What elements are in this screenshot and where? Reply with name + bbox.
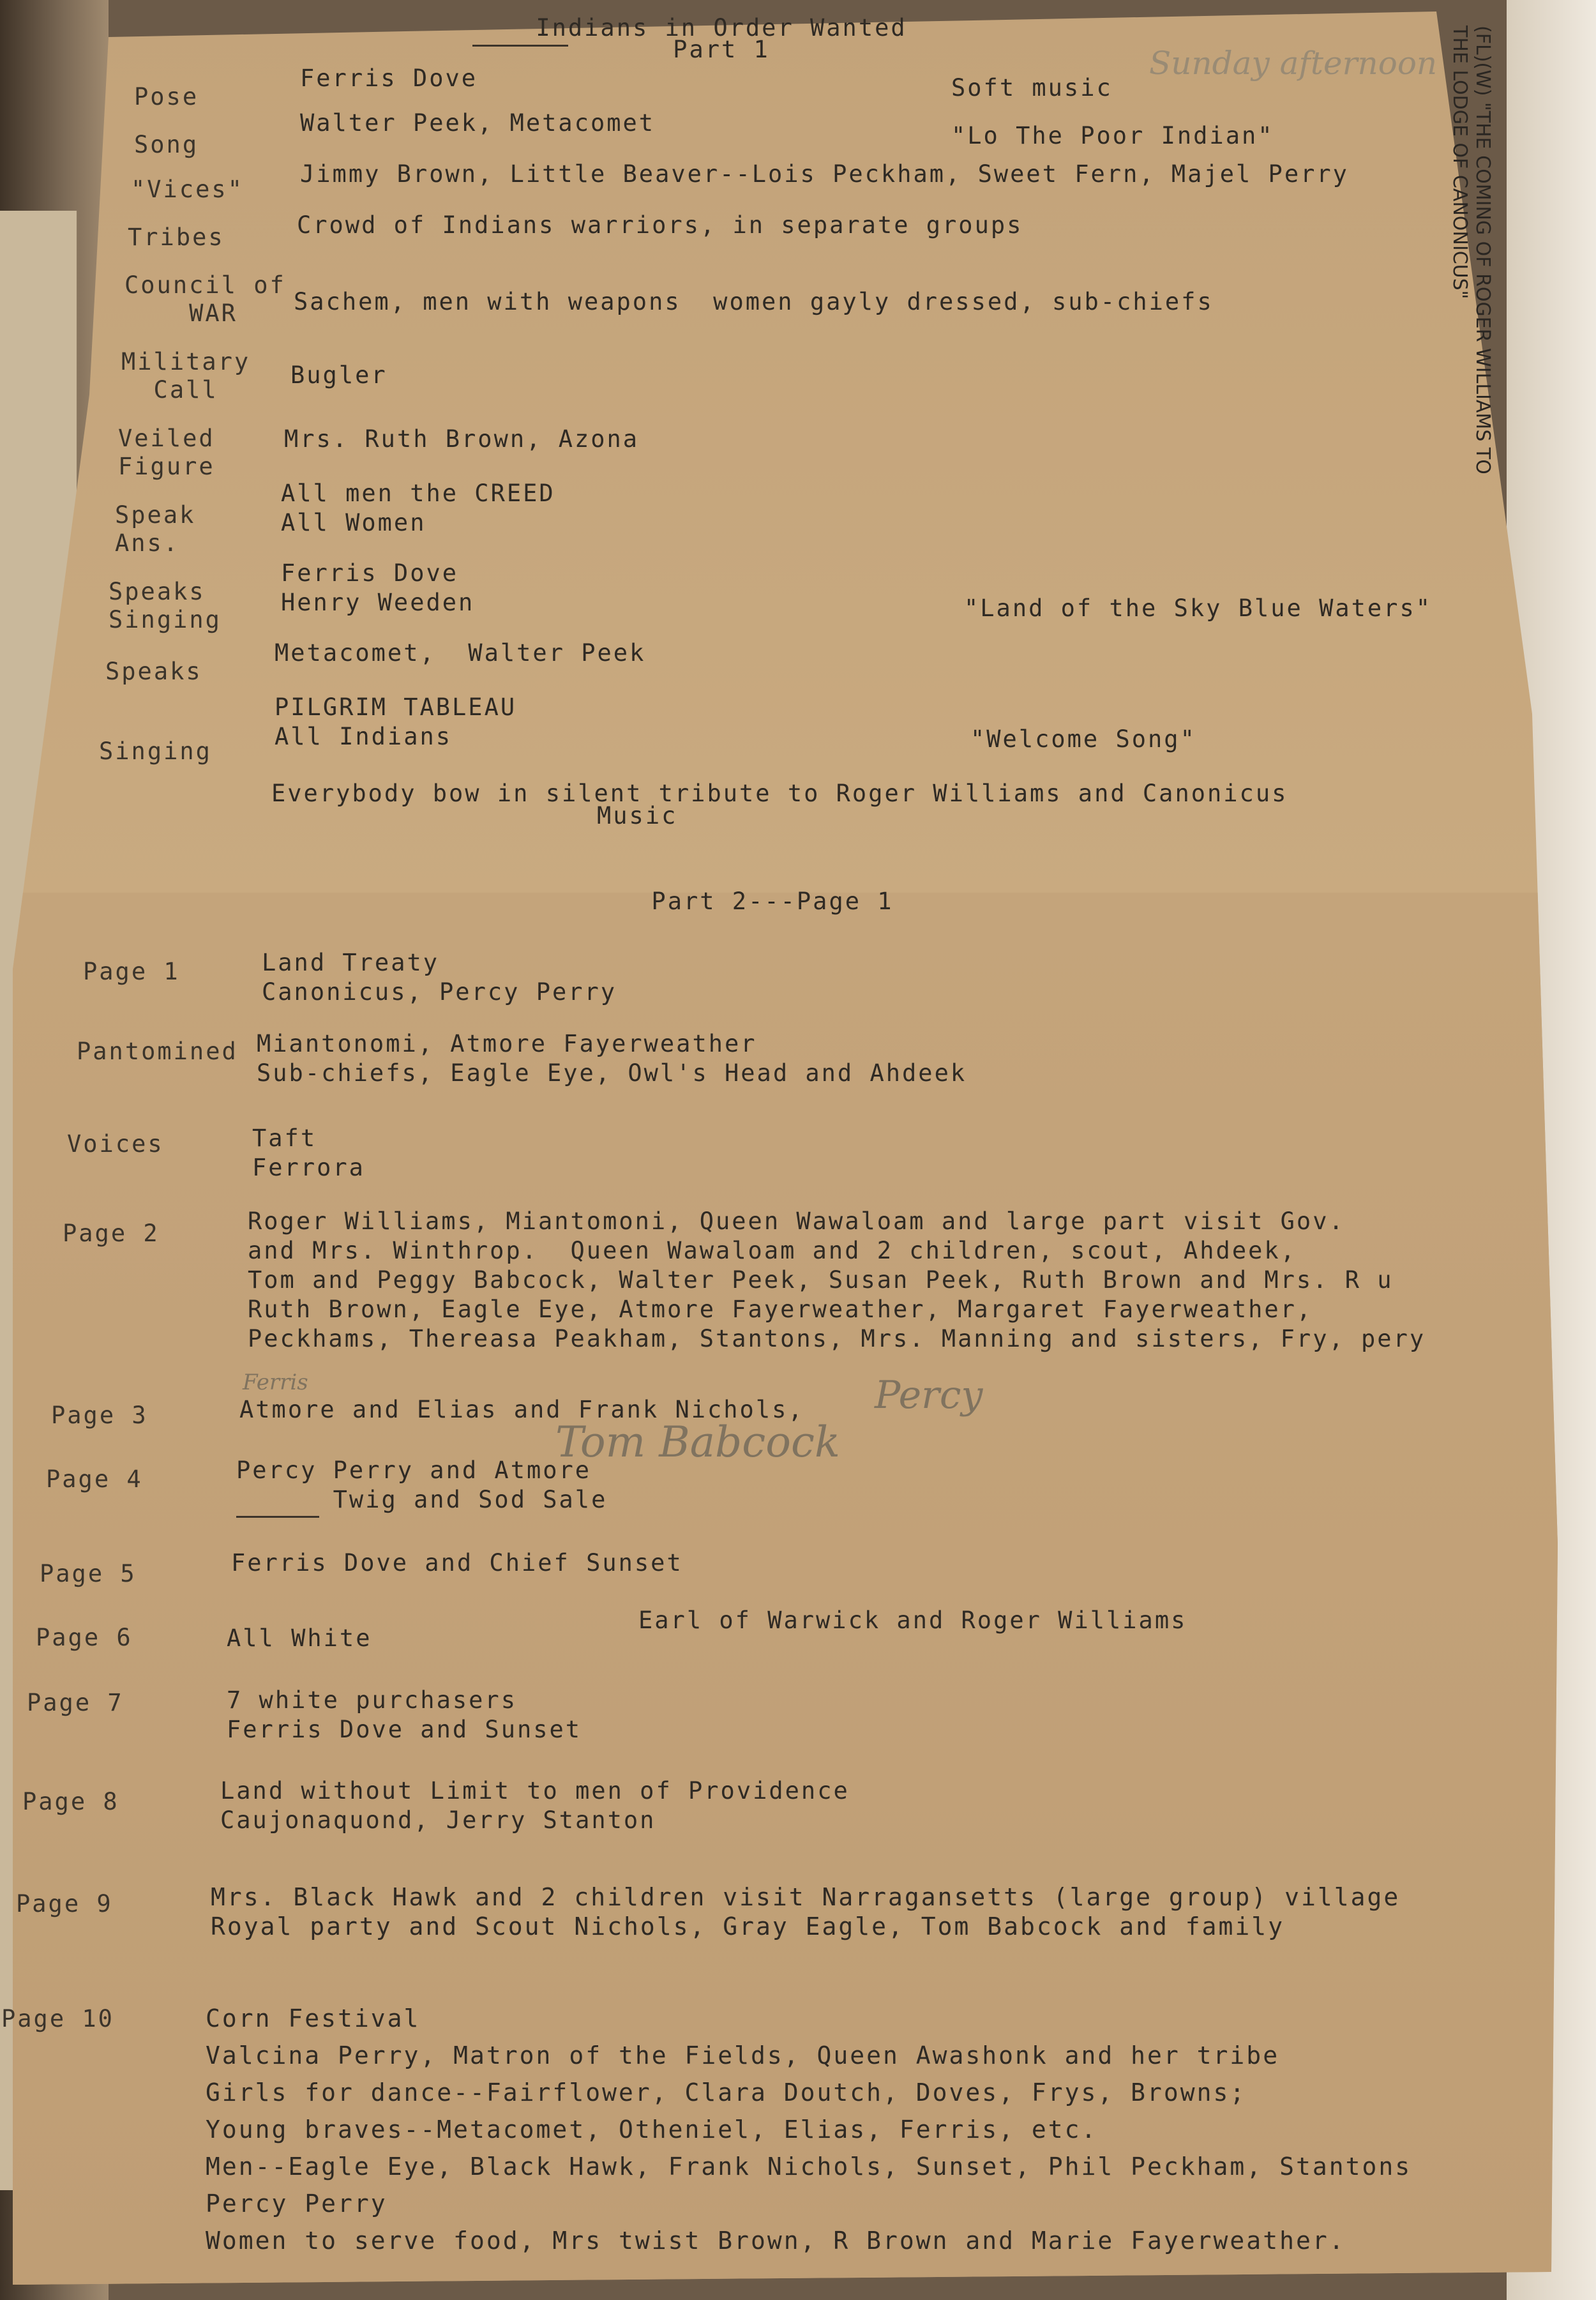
part2-text-page3: Atmore and Elias and Frank Nichols, [239, 1396, 804, 1423]
page4-rule [236, 1516, 319, 1518]
part2-text-page9: Mrs. Black Hawk and 2 children visit Narragansetts (large group) village Royal party and Scout Nichols, Gray Eagle, Tom Babcock and family [211, 1883, 1401, 1941]
part1-label-vices: "Vices" [131, 176, 244, 203]
part1-right-pose: Soft music [951, 74, 1113, 102]
part1-text-council: Sachem, men with weapons women gayly dressed, sub-chiefs [294, 288, 1214, 315]
part1-label-speaks: Speaks [105, 658, 202, 685]
part1-text-pose: Ferris Dove [300, 64, 478, 92]
part2-label-page7: Page 7 [27, 1689, 124, 1716]
handwriting-ferris: Ferris [243, 1370, 308, 1395]
part1-right-singing: "Welcome Song" [970, 725, 1196, 753]
part2-label-page4: Page 4 [46, 1465, 143, 1493]
part2-text-page4: Percy Perry and Atmore Twig and Sod Sale [236, 1456, 608, 1513]
part1-text-tribes: Crowd of Indians warriors, in separate groups [297, 211, 1023, 239]
part2-text-page7: 7 white purchasers Ferris Dove and Sunset [227, 1686, 582, 1743]
part1-label-military: Military Call [121, 348, 251, 404]
closing-line: Everybody bow in silent tribute to Roger Williams and Canonicus [271, 780, 1288, 807]
part2-text-page5: Ferris Dove and Chief Sunset [231, 1549, 683, 1577]
part2-label-page8: Page 8 [22, 1788, 119, 1815]
part2-text-page6: All White [227, 1624, 372, 1652]
part1-label-veiled: Veiled Figure [118, 425, 215, 480]
part2-text-page10: Corn Festival Valcina Perry, Matron of the Fields, Queen Awashonk and her tribe Girls for dance--Fairflower, Clara Doutch, Doves, Frys, Browns; Young braves--Metacomet, Otheniel, Elias, Ferris, etc. Men--Eagle Eye, Black Hawk, Frank Nichols, Sunset, Phil Peckham, Stantons Percy Perry Women to serve food, Mrs twist Brown, R Brown and Marie Fayerweather. [206, 2004, 1412, 2255]
part2-label-page3: Page 3 [51, 1402, 148, 1429]
part2-label-voices: Voices [67, 1130, 164, 1158]
handwriting-tom-babcock: Tom Babcock [555, 1418, 840, 1467]
part2-label-pantomined: Pantomined [77, 1038, 238, 1065]
sideways-note: (FL)(W) "THE COMING OF ROGER WILLIAMS TO THE LODGE OF CANONICUS" [1449, 26, 1494, 474]
part1-text-vices: Jimmy Brown, Little Beaver--Lois Peckham, Sweet Fern, Majel Perry [300, 160, 1349, 188]
handwriting-percy: Percy [875, 1373, 983, 1418]
part-heading: Part 1 [673, 36, 770, 63]
part2-label-page6: Page 6 [36, 1624, 133, 1651]
part2-label-page9: Page 9 [16, 1890, 113, 1918]
part2-text-voices: Taft Ferrora [252, 1124, 365, 1181]
part1-label-tribes: Tribes [128, 223, 225, 251]
part2-label-page10: Page 10 [1, 2005, 114, 2032]
part2-label-page1: Page 1 [83, 958, 180, 985]
part1-text-veiled: Mrs. Ruth Brown, Azona [284, 425, 640, 453]
part1-label-song: Song [134, 131, 199, 158]
part1-text-military: Bugler [290, 361, 388, 389]
part2-text-page1: Land Treaty Canonicus, Percy Perry [262, 949, 617, 1006]
part1-right-song: "Lo The Poor Indian" [951, 122, 1274, 149]
part2-label-page5: Page 5 [40, 1560, 137, 1587]
closing-music: Music [597, 802, 678, 829]
part2-right-page6: Earl of Warwick and Roger Williams [638, 1607, 1187, 1634]
part1-text-song: Walter Peek, Metacomet [300, 109, 656, 137]
part1-label-pose: Pose [134, 83, 199, 110]
part1-text-speaks: Metacomet, Walter Peek [275, 639, 646, 667]
part2-text-page2: Roger Williams, Miantomoni, Queen Wawaloam and large part visit Gov. and Mrs. Winthrop. Queen Wawaloam and 2 children, scout, Ahdeek, Tom and Peggy Babcock, Walter Peek, Susan Peek, Ruth Brown and Mrs. R u Ruth Brown, Eagle Eye, Atmore Fayerweather, Margaret Fayerweather, Peckhams, Thereasa Peakham, Stantons, Mrs. Manning and sisters, Fry, pery [248, 1207, 1426, 1352]
part2-text-pantomined: Miantonomi, Atmore Fayerweather Sub-chiefs, Eagle Eye, Owl's Head and Ahdeek [257, 1030, 967, 1087]
part1-label-speak: Speak Ans. [115, 501, 196, 557]
part1-label-council: Council of WAR [124, 271, 286, 327]
part1-text-singing: PILGRIM TABLEAU All Indians [275, 693, 517, 750]
part1-text-speak: All men the CREED All Women [281, 480, 555, 536]
part1-label-speaks-singing: Speaks Singing [109, 578, 222, 633]
handwriting-top-right: Sunday afternoon [1149, 45, 1438, 82]
title-rule [472, 45, 568, 47]
part1-right-speaks-singing: "Land of the Sky Blue Waters" [964, 594, 1433, 622]
part1-text-speaks-singing: Ferris Dove Henry Weeden [281, 559, 475, 616]
document-title: Indians in Order Wanted [536, 14, 907, 42]
part2-label-page2: Page 2 [63, 1220, 160, 1247]
part2-text-page8: Land without Limit to men of Providence Caujonaquond, Jerry Stanton [220, 1777, 850, 1834]
part2-heading: Part 2---Page 1 [651, 888, 894, 915]
part1-label-singing: Singing [99, 738, 212, 765]
